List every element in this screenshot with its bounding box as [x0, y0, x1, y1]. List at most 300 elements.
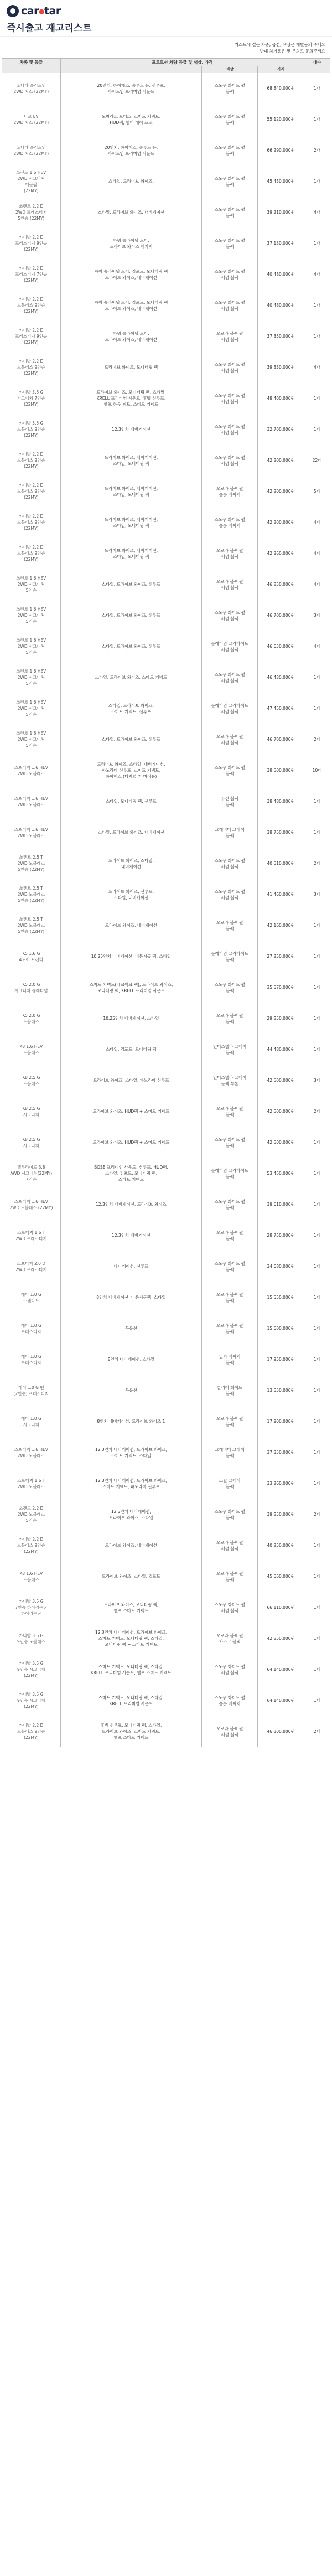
- row-price: 40,250,000원: [258, 1530, 304, 1561]
- table-row: [2, 662, 330, 693]
- table-row: [2, 197, 330, 228]
- row-options: 도마라스 모터스, 스마트 커넥트, HUD팩, 헬터 레이 표조: [60, 104, 202, 135]
- row-options: 12.3인치 내비게이션: [60, 1220, 202, 1251]
- row-count: 4대: [304, 259, 330, 290]
- row-count: 22대: [304, 445, 330, 476]
- row-color: 스노우 화이트 펄 세럼 블랙: [202, 1592, 258, 1623]
- row-count: 5대: [304, 476, 330, 507]
- brand-logo-icon: [7, 5, 19, 17]
- row-price: 55,120,000원: [258, 104, 304, 135]
- brand-name: car●tar: [21, 5, 61, 17]
- row-count: 4대: [304, 631, 330, 662]
- row-model: 쏘렌토 1.6 HEV 2WD 시그니처 5인승: [2, 631, 61, 662]
- row-model: 카니발 3.5 G 시그니처 7인승 (22MY): [2, 383, 61, 414]
- column-header-count: 대수: [304, 59, 330, 66]
- row-model: 쏘렌토 2.5 T 2WD 노블레스 5인승 (22MY): [2, 910, 61, 941]
- row-model: 쏘렌토 2.5 T 2WD 노블레스 5인승 (22MY): [2, 879, 61, 910]
- table-row: [2, 1530, 330, 1561]
- table-row: [2, 414, 330, 445]
- row-options: 스마트 커넥트, 모니터링 팩, 스타일, KRELL 프리미엄 사운드: [60, 1685, 202, 1716]
- row-options: 후방 선루프, 모니터링 팩, 스타일, 드라이브 와이즈, 스마트 커넥트, 헬프 스마트 커넥트: [60, 1716, 202, 1747]
- row-options: 12.3인치 내비게이션, 드라이브 와이즈, 스마트 커넥트, 파노라마 선루프: [60, 1468, 202, 1499]
- row-price: 46,430,000원: [258, 662, 304, 693]
- row-price: 28,750,000원: [258, 1220, 304, 1251]
- row-model: K8 2.5 G 시그니처: [2, 1127, 61, 1158]
- table-row: [2, 569, 330, 600]
- row-model: 레이 1.0 G 프레스티지: [2, 1313, 61, 1344]
- row-model: 쏘렌토 2.5 T 2WD 노블레스 5인승 (22MY): [2, 848, 61, 879]
- row-options: 8인치 내비게이션, 버튼시동팩, 스타일: [60, 1282, 202, 1313]
- row-count: 1대: [304, 228, 330, 259]
- row-color: 스노우 화이트 펄 블랙: [202, 1499, 258, 1530]
- row-model: 스포티지 1.6 HEV 2WD 노블레스: [2, 1437, 61, 1468]
- row-model: 스포티지 1.6 T 2WD 노블레스: [2, 1468, 61, 1499]
- row-count: 4대: [304, 352, 330, 383]
- table-row: [2, 321, 330, 352]
- row-color: 스틸 그레이 블랙: [202, 1468, 258, 1499]
- row-options: 드라이브 와이즈, HUD팩 + 스마트 커넥트: [60, 1127, 202, 1158]
- row-price: 68,840,000원: [258, 73, 304, 104]
- row-count: 1대: [304, 786, 330, 817]
- row-color: 스노우 화이트 펄 블랙: [202, 104, 258, 135]
- stock-list: [0, 37, 332, 1747]
- row-model: 쏘렌토 1.6 HEV 2WD 시그니처 5인승: [2, 662, 61, 693]
- row-model: K5 2.0 G 노블레스: [2, 1003, 61, 1034]
- row-price: 38,500,000원: [258, 755, 304, 786]
- table-row: [2, 228, 330, 259]
- row-count: 1대: [304, 321, 330, 352]
- row-options: 20인치, 하이패스, 슬루토 등, 선루프, 파퍼드인 프리미엄 사운드: [60, 73, 202, 104]
- table-row: [2, 1437, 330, 1468]
- row-color: 스노우 화이트 펄 블랙: [202, 197, 258, 228]
- table-row: [2, 1034, 330, 1065]
- table-row: [2, 941, 330, 972]
- table-row: [2, 135, 330, 166]
- row-model: 카니발 3.5 G 노블레스 9인승 (22MY): [2, 414, 61, 445]
- row-model: 쏘렌토 1.6 HEV 2WD 시그니처 5인승: [2, 724, 61, 755]
- row-color: 스노우 화이트 펄 세럼 블랙: [202, 662, 258, 693]
- row-color: 스노우 화이트 펄 플롯 베이지: [202, 1685, 258, 1716]
- table-row: [2, 1468, 330, 1499]
- row-model: 쏘나타 플러드인 2WD 쳐스 (22MY): [2, 73, 61, 104]
- row-count: 1대: [304, 1375, 330, 1406]
- table-row: [2, 1623, 330, 1654]
- row-color: 인터스텔라 그레이 블랙 투톤: [202, 1065, 258, 1096]
- row-count: 1대: [304, 1561, 330, 1592]
- brand-logo[interactable]: [7, 4, 61, 18]
- row-model: 카니발 2.2 D 프레스티지 9인승 (22MY): [2, 228, 61, 259]
- row-price: 37,130,000원: [258, 228, 304, 259]
- row-color: 오로라 블랙 펄 세럼 블랙: [202, 1716, 258, 1747]
- table-row: [2, 259, 330, 290]
- row-color: 오로라 블랙 펄 블랙: [202, 1220, 258, 1251]
- table-row: [2, 1716, 330, 1747]
- row-model: 카니발 2.2 D 노블레스 9인승 (22MY): [2, 445, 61, 476]
- table-row: [2, 693, 330, 724]
- row-color: 오로라 블랙 펄 블랙: [202, 1561, 258, 1592]
- row-model: 카니발 2.2 D 노블레스 9인승 (22MY): [2, 507, 61, 538]
- row-price: 40,480,000원: [258, 290, 304, 321]
- row-model: 카니발 2.2 D 노블레스 9인승 (22MY): [2, 1716, 61, 1747]
- table-row: [2, 1003, 330, 1034]
- row-price: 53,450,000원: [258, 1158, 304, 1189]
- row-options: 드라이브 와이즈, 내비게이션, 스타일, 모니터링 팩: [60, 538, 202, 569]
- row-color: 오로라 블랙 펄 블랙: [202, 1003, 258, 1034]
- row-count: 1대: [304, 910, 330, 941]
- row-options: 12.3인치 내비게이션, 드라이브 와이즈, 스마트 커넥트, 스타일: [60, 1437, 202, 1468]
- row-model: 카니발 2.2 D 노블레스 9인승 (22MY): [2, 352, 61, 383]
- row-price: 42,850,000원: [258, 1623, 304, 1654]
- row-options: 드라이브 와이즈, 내비게이션: [60, 910, 202, 941]
- row-count: 1대: [304, 1592, 330, 1623]
- row-model: 레이 1.0 G 스탠다드: [2, 1282, 61, 1313]
- row-count: 1대: [304, 73, 330, 104]
- table-row: [2, 73, 330, 104]
- row-price: 17,900,000원: [258, 1406, 304, 1437]
- row-model: K8 1.6 HEV 노블레스: [2, 1561, 61, 1592]
- row-options: 파워 슬라이딩 도어, 드라이브 와이즈 패키지: [60, 228, 202, 259]
- row-model: K8 1.6 HEV 노블레스: [2, 1034, 61, 1065]
- column-header-price: 가격: [258, 66, 304, 73]
- row-count: 3대: [304, 879, 330, 910]
- row-color: 퓨전 블랙 블랙: [202, 786, 258, 817]
- row-model: 니로 EV 2WD 쳐스 (22MY): [2, 104, 61, 135]
- row-price: 46,300,000원: [258, 1716, 304, 1747]
- row-count: 1대: [304, 972, 330, 1003]
- row-color: 오로라 블랙 펄 블랙: [202, 1096, 258, 1127]
- row-model: 스포티지 1.6 T 2WD 프레스티지: [2, 1220, 61, 1251]
- row-count: 1대: [304, 383, 330, 414]
- row-count: 1대: [304, 290, 330, 321]
- row-color: 스노우 화이트 펄 블랙: [202, 166, 258, 197]
- row-options: 스타일, 모니터링 팩, 선루프: [60, 786, 202, 817]
- row-color: 오로라 블랙 펄 세럼 블랙: [202, 569, 258, 600]
- row-model: K5 2.0 G 시그니처 플래티넘: [2, 972, 61, 1003]
- row-count: 1대: [304, 1282, 330, 1313]
- row-options: 10.25인치 내비게이션, 스타일: [60, 1003, 202, 1034]
- row-color: 스노우 화이트 펄 블랙: [202, 972, 258, 1003]
- row-options: 무옵션: [60, 1375, 202, 1406]
- row-color: 플래티넘 그라파이트 세럼 블랙: [202, 693, 258, 724]
- row-price: 38,480,000원: [258, 786, 304, 817]
- row-options: 드라이브 와이즈, 스타일, 파노라마 선루프: [60, 1065, 202, 1096]
- row-options: 스타일, 드라이브 와이즈, 내비게이션: [60, 817, 202, 848]
- row-price: 42,200,000원: [258, 507, 304, 538]
- row-color: 스노우 화이트 펄 플롯 베이지: [202, 507, 258, 538]
- row-model: 레이 1.0 G 밴 (2인승) 프레스티지: [2, 1375, 61, 1406]
- table-row: [2, 1158, 330, 1189]
- row-price: 40,510,000원: [258, 848, 304, 879]
- row-options: 파워 슬라이딩 도어, 드라이브 와이즈, 내비게이션: [60, 321, 202, 352]
- row-color: 그래비티 그레이 블랙: [202, 1437, 258, 1468]
- row-model: 레이 1.0 G 프레스티지: [2, 1344, 61, 1375]
- row-color: 플래티넘 그라파이트 세럼 블랙: [202, 631, 258, 662]
- row-model: 쏘렌토 1.6 HEV 2WD 시그니처 더블팝 (22MY): [2, 166, 61, 197]
- row-options: 스타일, 드라이브 와이즈, 스마트 커넥트: [60, 662, 202, 693]
- row-color: 플래티넘 그라파이트 블랙: [202, 941, 258, 972]
- row-model: 쏘렌토 2.2 D 2WD 노블레스 5인승: [2, 1499, 61, 1530]
- row-color: 스노우 화이트 펄 블랙: [202, 73, 258, 104]
- row-count: 1대: [304, 414, 330, 445]
- row-model: 카니발 3.5 G 7인승 하이리무진 하이리무진: [2, 1592, 61, 1623]
- row-options: 드라이브 와이즈, 선루프, 스타일, 내비게이션: [60, 879, 202, 910]
- row-model: 카니발 2.2 D 노블레스 9인승 (22MY): [2, 538, 61, 569]
- row-options: 12.3인치 내비게이션, 드라이브 와이즈, 스마트 커넥트, 모니터링 팩, 스타일, 모니터링 팩 + 스마트 커넥트: [60, 1623, 202, 1654]
- row-count: 3대: [304, 600, 330, 631]
- row-count: 2대: [304, 848, 330, 879]
- row-options: 드라이브 와이즈, 내비게이션: [60, 1530, 202, 1561]
- row-color: 플래티넘 그라파이트 블랙: [202, 1158, 258, 1189]
- row-count: 1대: [304, 1003, 330, 1034]
- table-row: [2, 1654, 330, 1685]
- table-row: [2, 786, 330, 817]
- table-row: [2, 507, 330, 538]
- table-row: [2, 1685, 330, 1716]
- row-price: 45,660,000원: [258, 1561, 304, 1592]
- row-options: 드라이브 와이즈, 모니터링 팩: [60, 352, 202, 383]
- row-price: 66,110,000원: [258, 1592, 304, 1623]
- row-color: 밀키 베이지 블랙: [202, 1344, 258, 1375]
- table-row: [2, 848, 330, 879]
- table-row: [2, 724, 330, 755]
- table-row: [2, 1313, 330, 1344]
- row-model: K5 1.6 G 4도어 트렌디: [2, 941, 61, 972]
- row-model: 카니발 2.2 D 노블레스 9인승 (22MY): [2, 290, 61, 321]
- row-color: 스노우 화이트 펄 세럼 블랙: [202, 600, 258, 631]
- row-model: 스포티지 1.6 HEV 2WD 노블레스 (22MY): [2, 1189, 61, 1220]
- page-header: [0, 0, 332, 37]
- table-row: [2, 290, 330, 321]
- row-options: 드라이브 와이즈, 모니터링 팩, 스타일, KRELL 프리미엄 사운드, 후방 선루프, 헬프 하우 씨트, 스마트 커넥트: [60, 383, 202, 414]
- row-price: 46,700,000원: [258, 724, 304, 755]
- row-count: 1대: [304, 941, 330, 972]
- row-count: 4대: [304, 507, 330, 538]
- row-color: 스노우 화이트 펄 블랙: [202, 1189, 258, 1220]
- table-row: [2, 383, 330, 414]
- notice-line-2: 반대 차기용은 및 문의도 문의주세요: [260, 49, 325, 54]
- row-count: 1대: [304, 1189, 330, 1220]
- table-row: [2, 1127, 330, 1158]
- row-options: 파워 슬라이딩 도어, 컴포트, 모니터링 팩 드라이브 와이즈, 내비게이션: [60, 259, 202, 290]
- row-model: 카니발 2.2 D 프레스티지 9인승 (22MY): [2, 321, 61, 352]
- column-header-option: 프로모션 차량 등급 및 색상, 가격: [60, 59, 304, 66]
- row-price: 42,260,000원: [258, 538, 304, 569]
- row-color: 스노우 화이트 펄 세럼 블랙: [202, 352, 258, 383]
- row-price: 39,610,000원: [258, 1189, 304, 1220]
- row-count: 1대: [304, 1654, 330, 1685]
- row-price: 17,950,000원: [258, 1344, 304, 1375]
- row-color: 그래비티 그레이 블랙: [202, 817, 258, 848]
- row-price: 42,500,000원: [258, 1065, 304, 1096]
- row-model: 레이 1.0 G 시그니처: [2, 1406, 61, 1437]
- row-options: 드라이브 와이즈, 스타일, 컴포트: [60, 1561, 202, 1592]
- table-row: [2, 1375, 330, 1406]
- table-row: [2, 1592, 330, 1623]
- row-count: 2대: [304, 1096, 330, 1127]
- row-model: K8 2.5 G 노블레스: [2, 1065, 61, 1096]
- row-model: 쏘렌토 2.2 D 2WD 프레스티지 5인승 (22MY): [2, 197, 61, 228]
- row-count: 4대: [304, 197, 330, 228]
- row-color: 오로라 블랙 펄 플롯 베이지: [202, 476, 258, 507]
- row-price: 42,200,000원: [258, 476, 304, 507]
- row-price: 37,350,000원: [258, 321, 304, 352]
- row-model: 쏘렌토 1.6 HEV 2WD 시그니처 5인승: [2, 600, 61, 631]
- table-row: [2, 1220, 330, 1251]
- row-count: 1대: [304, 1685, 330, 1716]
- row-options: 드라이브 와이즈, 내비게이션, 스타일, 모니터링 팩: [60, 445, 202, 476]
- table-row: [2, 755, 330, 786]
- row-color: 오로라 블랙 펄 세럼 블랙: [202, 724, 258, 755]
- row-model: 카니발 3.5 G 9인승 노블레스: [2, 1623, 61, 1654]
- row-color: 스노우 화이트 펄 블랙: [202, 1127, 258, 1158]
- table-row: [2, 1344, 330, 1375]
- row-options: 스마트 커넥트(네크워크 팩), 드라이브 와이즈, 모니터링 팩, KRELL 프리미엄 사운드: [60, 972, 202, 1003]
- row-count: 1대: [304, 1127, 330, 1158]
- row-price: 39,850,000원: [258, 1499, 304, 1530]
- row-count: 4대: [304, 569, 330, 600]
- row-color: 스노우 화이트 펄 세럼 블랙: [202, 259, 258, 290]
- row-color: 스노우 화이트 펄 블랙: [202, 228, 258, 259]
- row-options: 드라이브 와이즈, 스타일, 내비게이션, 파노라마 선루프, 스마트 커넥트, 하이패스 (디지털 키 미적용): [60, 755, 202, 786]
- row-count: 1대: [304, 1158, 330, 1189]
- row-count: 1대: [304, 1220, 330, 1251]
- row-options: 드라이브 와이즈, 내비게이션, 스타일, 모니터링 팩: [60, 476, 202, 507]
- row-price: 42,500,000원: [258, 1127, 304, 1158]
- row-count: 2대: [304, 1499, 330, 1530]
- row-color: 스노우 화이트 펄 블랙: [202, 135, 258, 166]
- row-price: 15,600,000원: [258, 1313, 304, 1344]
- table-row: [2, 445, 330, 476]
- row-color: 오로라 블랙 펄 블랙: [202, 1282, 258, 1313]
- row-price: 37,350,000원: [258, 1437, 304, 1468]
- table-row: [2, 1406, 330, 1437]
- row-color: 오로라 블랙 펄 세럼 블랙: [202, 321, 258, 352]
- row-options: 스마트 커넥트, 모니터링 팩, 스타일, KRELL 프리미엄 사운드, 헬프 스마트 커넥트: [60, 1654, 202, 1685]
- row-price: 13,550,000원: [258, 1375, 304, 1406]
- row-price: 39,210,000원: [258, 197, 304, 228]
- row-model: 스포티지 1.6 HEV 2WD 노블레스: [2, 786, 61, 817]
- row-options: 스타일, 드라이브 와이즈, 선루프: [60, 569, 202, 600]
- table-row: [2, 476, 330, 507]
- row-price: 64,140,000원: [258, 1654, 304, 1685]
- row-model: 카니발 2.2 D 노블레스 9인승 (22MY): [2, 476, 61, 507]
- column-header-color: 색상: [202, 66, 258, 73]
- row-price: 32,700,000원: [258, 414, 304, 445]
- row-options: 12.3인치 내비게이션: [60, 414, 202, 445]
- row-count: 1대: [304, 166, 330, 197]
- table-row: [2, 1282, 330, 1313]
- table-row: [2, 1561, 330, 1592]
- row-count: 2대: [304, 724, 330, 755]
- row-color: 스노우 화이트 펄 블랙: [202, 1251, 258, 1282]
- row-options: 드라이브 와이즈, 모니터링 팩, 헬프 스마트 커넥트: [60, 1592, 202, 1623]
- row-options: 스타일, 드라이브 와이즈, 내비게이션: [60, 197, 202, 228]
- row-model: 스포티지 1.6 HEV 2WD 노블레스: [2, 817, 61, 848]
- row-options: 20인치, 하이패스, 슬루토 등, 파퍼드인 프리미엄 사운드: [60, 135, 202, 166]
- notice-box: [2, 38, 330, 58]
- row-options: 스타일, 드라이브 와이즈, 선루프: [60, 724, 202, 755]
- row-options: 12.3인치 내비게이션, 드라이브 와이즈, 스타일: [60, 1499, 202, 1530]
- row-count: 2대: [304, 135, 330, 166]
- table-row: [2, 1251, 330, 1282]
- row-model: 쏘렌토 1.6 HEV 2WD 시그니처 5인승: [2, 569, 61, 600]
- row-price: 66,290,000원: [258, 135, 304, 166]
- table-row: [2, 1189, 330, 1220]
- row-color: 오로라 블랙 펄 블랙: [202, 910, 258, 941]
- row-options: 드라이브 와이즈, HUD팩 + 스마트 커넥트: [60, 1096, 202, 1127]
- row-price: 44,480,000원: [258, 1034, 304, 1065]
- row-options: 8인치 내비게이션, 드라이브 와이즈 1: [60, 1406, 202, 1437]
- row-count: 1대: [304, 1034, 330, 1065]
- row-price: 40,480,000원: [258, 259, 304, 290]
- table-row: [2, 352, 330, 383]
- row-color: 스노우 화이트 펄 세럼 블랙: [202, 848, 258, 879]
- row-color: 스노우 화이트 펄 세럼 블랙: [202, 290, 258, 321]
- row-options: 스타일, 드라이브 와이즈, 선루프: [60, 600, 202, 631]
- row-color: 오로라 블랙 펄 세럼 블랙: [202, 1530, 258, 1561]
- row-count: 1대: [304, 1344, 330, 1375]
- table-row: [2, 600, 330, 631]
- row-color: 스노우 화이트 펄 세럼 블랙: [202, 879, 258, 910]
- row-price: 39,330,000원: [258, 352, 304, 383]
- table-row: [2, 1096, 330, 1127]
- row-color: 오로라 블랙 펄 블랙: [202, 1313, 258, 1344]
- row-options: 스타일, 드라이브 와이즈, 스마트 커넥트, 선루프: [60, 693, 202, 724]
- row-options: 스타일, 컴포트, 모니터링 팩: [60, 1034, 202, 1065]
- row-price: 47,450,000원: [258, 693, 304, 724]
- table-row: [2, 1065, 330, 1096]
- table-row: [2, 910, 330, 941]
- table-row: [2, 631, 330, 662]
- row-color: 스노우 화이트 펄 세럼 블랙: [202, 383, 258, 414]
- row-price: 64,140,000원: [258, 1685, 304, 1716]
- row-count: 1대: [304, 1437, 330, 1468]
- row-color: 클리어 화이트 블랙: [202, 1375, 258, 1406]
- row-color: 오로라 블랙 펄 카스고 블랙: [202, 1623, 258, 1654]
- row-price: 48,400,000원: [258, 383, 304, 414]
- table-row: [2, 104, 330, 135]
- row-count: 1대: [304, 1468, 330, 1499]
- row-count: 2대: [304, 1716, 330, 1747]
- row-count: 4대: [304, 538, 330, 569]
- row-count: 1대: [304, 1313, 330, 1344]
- row-options: 10.25인치 내비게이션, 버튼시동 팩, 스타일: [60, 941, 202, 972]
- row-options: 스타일, 드라이브 와이즈, 선루프: [60, 631, 202, 662]
- table-row: [2, 166, 330, 197]
- row-count: 10대: [304, 755, 330, 786]
- row-count: 3대: [304, 1065, 330, 1096]
- row-model: 카니발 2.2 D 프레스티지 7인승 (22MY): [2, 259, 61, 290]
- row-count: 1대: [304, 104, 330, 135]
- row-model: 스포티지 2.0 D 2WD 프레스티지: [2, 1251, 61, 1282]
- row-color: 스노우 화이트 펄 블랙: [202, 755, 258, 786]
- row-color: 인터스텔라 그레이 블랙: [202, 1034, 258, 1065]
- row-price: 46,700,000원: [258, 600, 304, 631]
- row-color: 스노우 화이트 펄 세럼 블랙: [202, 445, 258, 476]
- row-price: 38,750,000원: [258, 817, 304, 848]
- row-count: 1대: [304, 693, 330, 724]
- row-count: 1대: [304, 1406, 330, 1437]
- row-options: 드라이브 와이즈, 스타일, 내비게이션: [60, 848, 202, 879]
- table-row: [2, 538, 330, 569]
- row-count: 1대: [304, 1530, 330, 1561]
- row-price: 15,550,000원: [258, 1282, 304, 1313]
- column-subheader-model: [2, 66, 61, 73]
- row-model: 쏘나타 플러드인 2WD 쳐스 (22MY): [2, 135, 61, 166]
- row-price: 35,570,000원: [258, 972, 304, 1003]
- row-price: 42,160,000원: [258, 910, 304, 941]
- row-model: K8 2.5 G 시그니처: [2, 1096, 61, 1127]
